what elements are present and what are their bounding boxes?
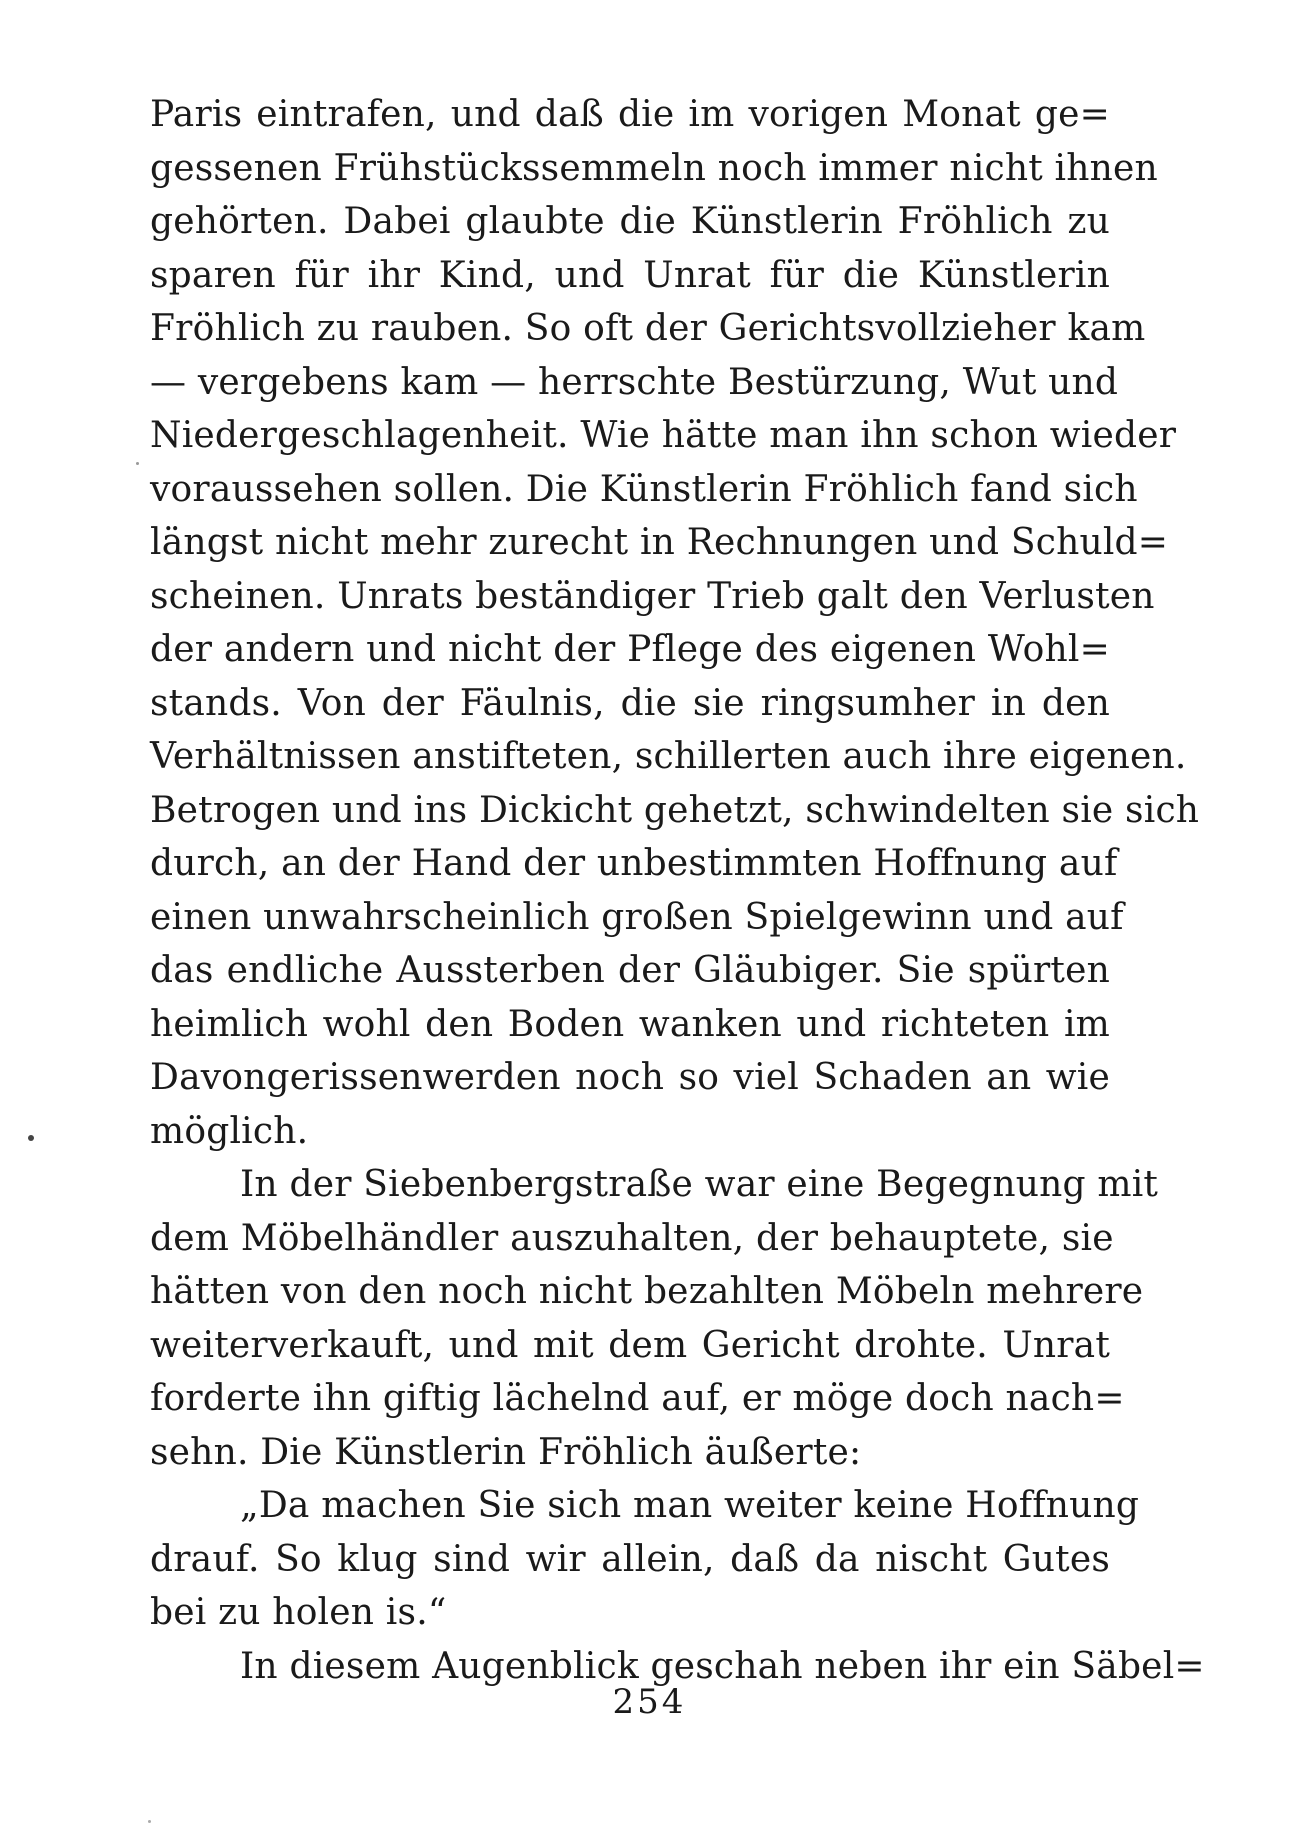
text-line: der andern und nicht der Pflege des eigenen Wohl= (150, 629, 1110, 670)
text-line: forderte ihn giftig lächelnd auf, er möge doch nach= (150, 1378, 1125, 1419)
text-line: heimlich wohl den Boden wanken und richteten im (150, 1003, 1110, 1045)
text-line: voraussehen sollen. Die Künstlerin Fröhlich fand sich (150, 468, 1138, 510)
text-line: scheinen. Unrats beständiger Trieb galt den Verlusten (150, 575, 1155, 617)
text-line: Niedergeschlagenheit. Wie hätte man ihn schon wieder (150, 415, 1177, 456)
paragraph-start-line: In diesem Augenblick geschah neben ihr ein Säbel= (240, 1645, 1205, 1687)
text-line: weiterverkauft, und mit dem Gericht drohte. Unrat (150, 1324, 1110, 1366)
text-line: das endliche Aussterben der Gläubiger. Sie spürten (150, 950, 1110, 991)
text-line: — vergebens kam — herrschte Bestürzung, Wut und (150, 361, 1119, 403)
text-line: längst nicht mehr zurecht in Rechnungen und Schuld= (150, 522, 1169, 563)
text-line: Davongerissenwerden noch so viel Schaden an wie (150, 1057, 1110, 1098)
text-line: drauf. So klug sind wir allein, daß da nischt Gutes (150, 1538, 1110, 1580)
print-speck (148, 1820, 151, 1823)
text-line: Verhältnissen anstifteten, schillerten auch ihre eigenen. (150, 736, 1187, 777)
text-line: einen unwahrscheinlich großen Spielgewinn und auf (150, 896, 1124, 938)
text-line: dem Möbelhändler auszuhalten, der behauptete, sie (150, 1217, 1114, 1259)
text-line: sparen für ihr Kind, und Unrat für die Künstlerin (150, 254, 1110, 296)
quote-start-line: „Da machen Sie sich man weiter keine Hoffnung (240, 1485, 1140, 1526)
paragraph-end-line: sehn. Die Künstlerin Fröhlich äußerte: (150, 1431, 862, 1473)
paragraph-start-line: In der Siebenbergstraße war eine Begegnung mit (240, 1164, 1159, 1205)
quote-end-line: bei zu holen is.“ (150, 1592, 447, 1633)
print-speck (28, 1135, 34, 1141)
print-speck (136, 462, 139, 465)
text-line: durch, an der Hand der unbestimmten Hoffnung auf (150, 843, 1118, 884)
text-line: gehörten. Dabei glaubte die Künstlerin Fröhlich zu (150, 201, 1110, 242)
page-number: 254 (612, 1682, 687, 1722)
text-line: stands. Von der Fäulnis, die sie ringsumher in den (150, 682, 1110, 724)
text-line: Paris eintrafen, und daß die im vorigen Monat ge= (150, 94, 1110, 135)
text-line: gessenen Frühstückssemmeln noch immer nicht ihnen (150, 147, 1158, 189)
paragraph-end-line: möglich. (150, 1110, 309, 1152)
text-line: Fröhlich zu rauben. So oft der Gerichtsvollzieher kam (150, 308, 1146, 349)
text-line: hätten von den noch nicht bezahlten Möbeln mehrere (150, 1271, 1144, 1312)
body-text (150, 88, 1205, 1693)
text-line: Betrogen und ins Dickicht gehetzt, schwindelten sie sich (150, 789, 1200, 831)
